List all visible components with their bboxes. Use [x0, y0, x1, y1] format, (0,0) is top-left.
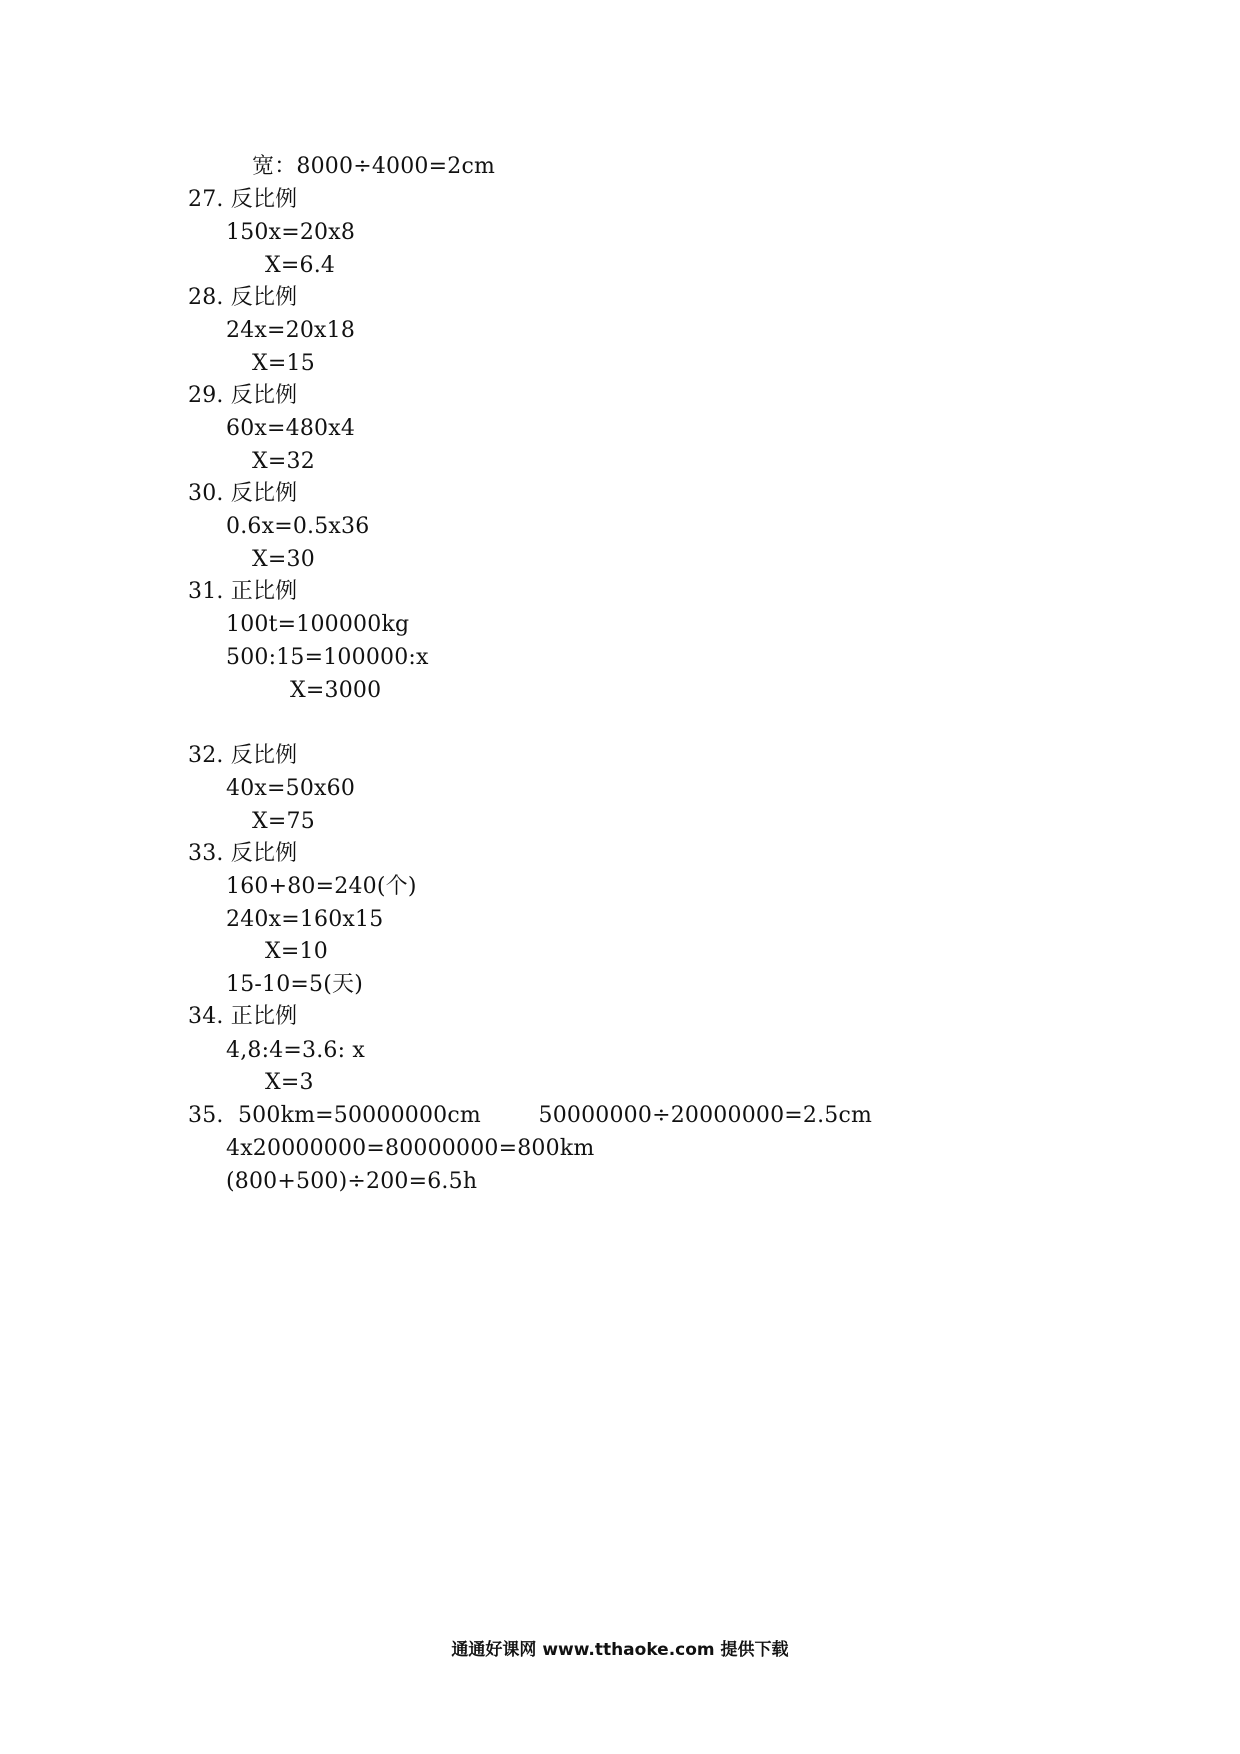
- question-33-total: 160+80=240(个): [226, 874, 417, 899]
- question-31-conversion: 100t=100000kg: [226, 612, 410, 637]
- question-34-answer: X=3: [265, 1070, 314, 1095]
- question-29-heading: 29. 反比例: [188, 383, 298, 408]
- question-32-heading: 32. 反比例: [188, 743, 298, 768]
- question-33-equation: 240x=160x15: [226, 907, 384, 932]
- question-35-heading: 35. 500km=50000000cm 50000000÷20000000=2.5cm: [188, 1103, 873, 1128]
- question-31-heading: 31. 正比例: [188, 579, 298, 604]
- width-calculation: 宽：8000÷4000=2cm: [252, 154, 496, 179]
- question-35-time: (800+500)÷200=6.5h: [226, 1169, 478, 1194]
- question-27-equation: 150x=20x8: [226, 220, 356, 245]
- question-30-equation: 0.6x=0.5x36: [226, 514, 370, 539]
- question-33-answer: X=10: [265, 939, 328, 964]
- question-28-answer: X=15: [252, 351, 315, 376]
- question-30-heading: 30. 反比例: [188, 481, 298, 506]
- question-27-heading: 27. 反比例: [188, 187, 298, 212]
- question-27-answer: X=6.4: [265, 253, 336, 278]
- question-28-heading: 28. 反比例: [188, 285, 298, 310]
- question-31-answer: X=3000: [290, 678, 382, 703]
- question-29-answer: X=32: [252, 449, 315, 474]
- question-34-proportion: 4,8:4=3.6: x: [226, 1038, 366, 1063]
- question-29-equation: 60x=480x4: [226, 416, 356, 441]
- question-33-heading: 33. 反比例: [188, 841, 298, 866]
- question-30-answer: X=30: [252, 547, 315, 572]
- question-35-distance: 4x20000000=80000000=800km: [226, 1136, 595, 1161]
- question-28-equation: 24x=20x18: [226, 318, 356, 343]
- question-32-equation: 40x=50x60: [226, 776, 356, 801]
- question-34-heading: 34. 正比例: [188, 1004, 298, 1029]
- question-33-difference: 15-10=5(天): [226, 972, 364, 997]
- question-32-answer: X=75: [252, 809, 315, 834]
- question-31-proportion: 500:15=100000:x: [226, 645, 429, 670]
- footer-credit: 通通好课网 www.tthaoke.com 提供下载: [451, 1640, 789, 1660]
